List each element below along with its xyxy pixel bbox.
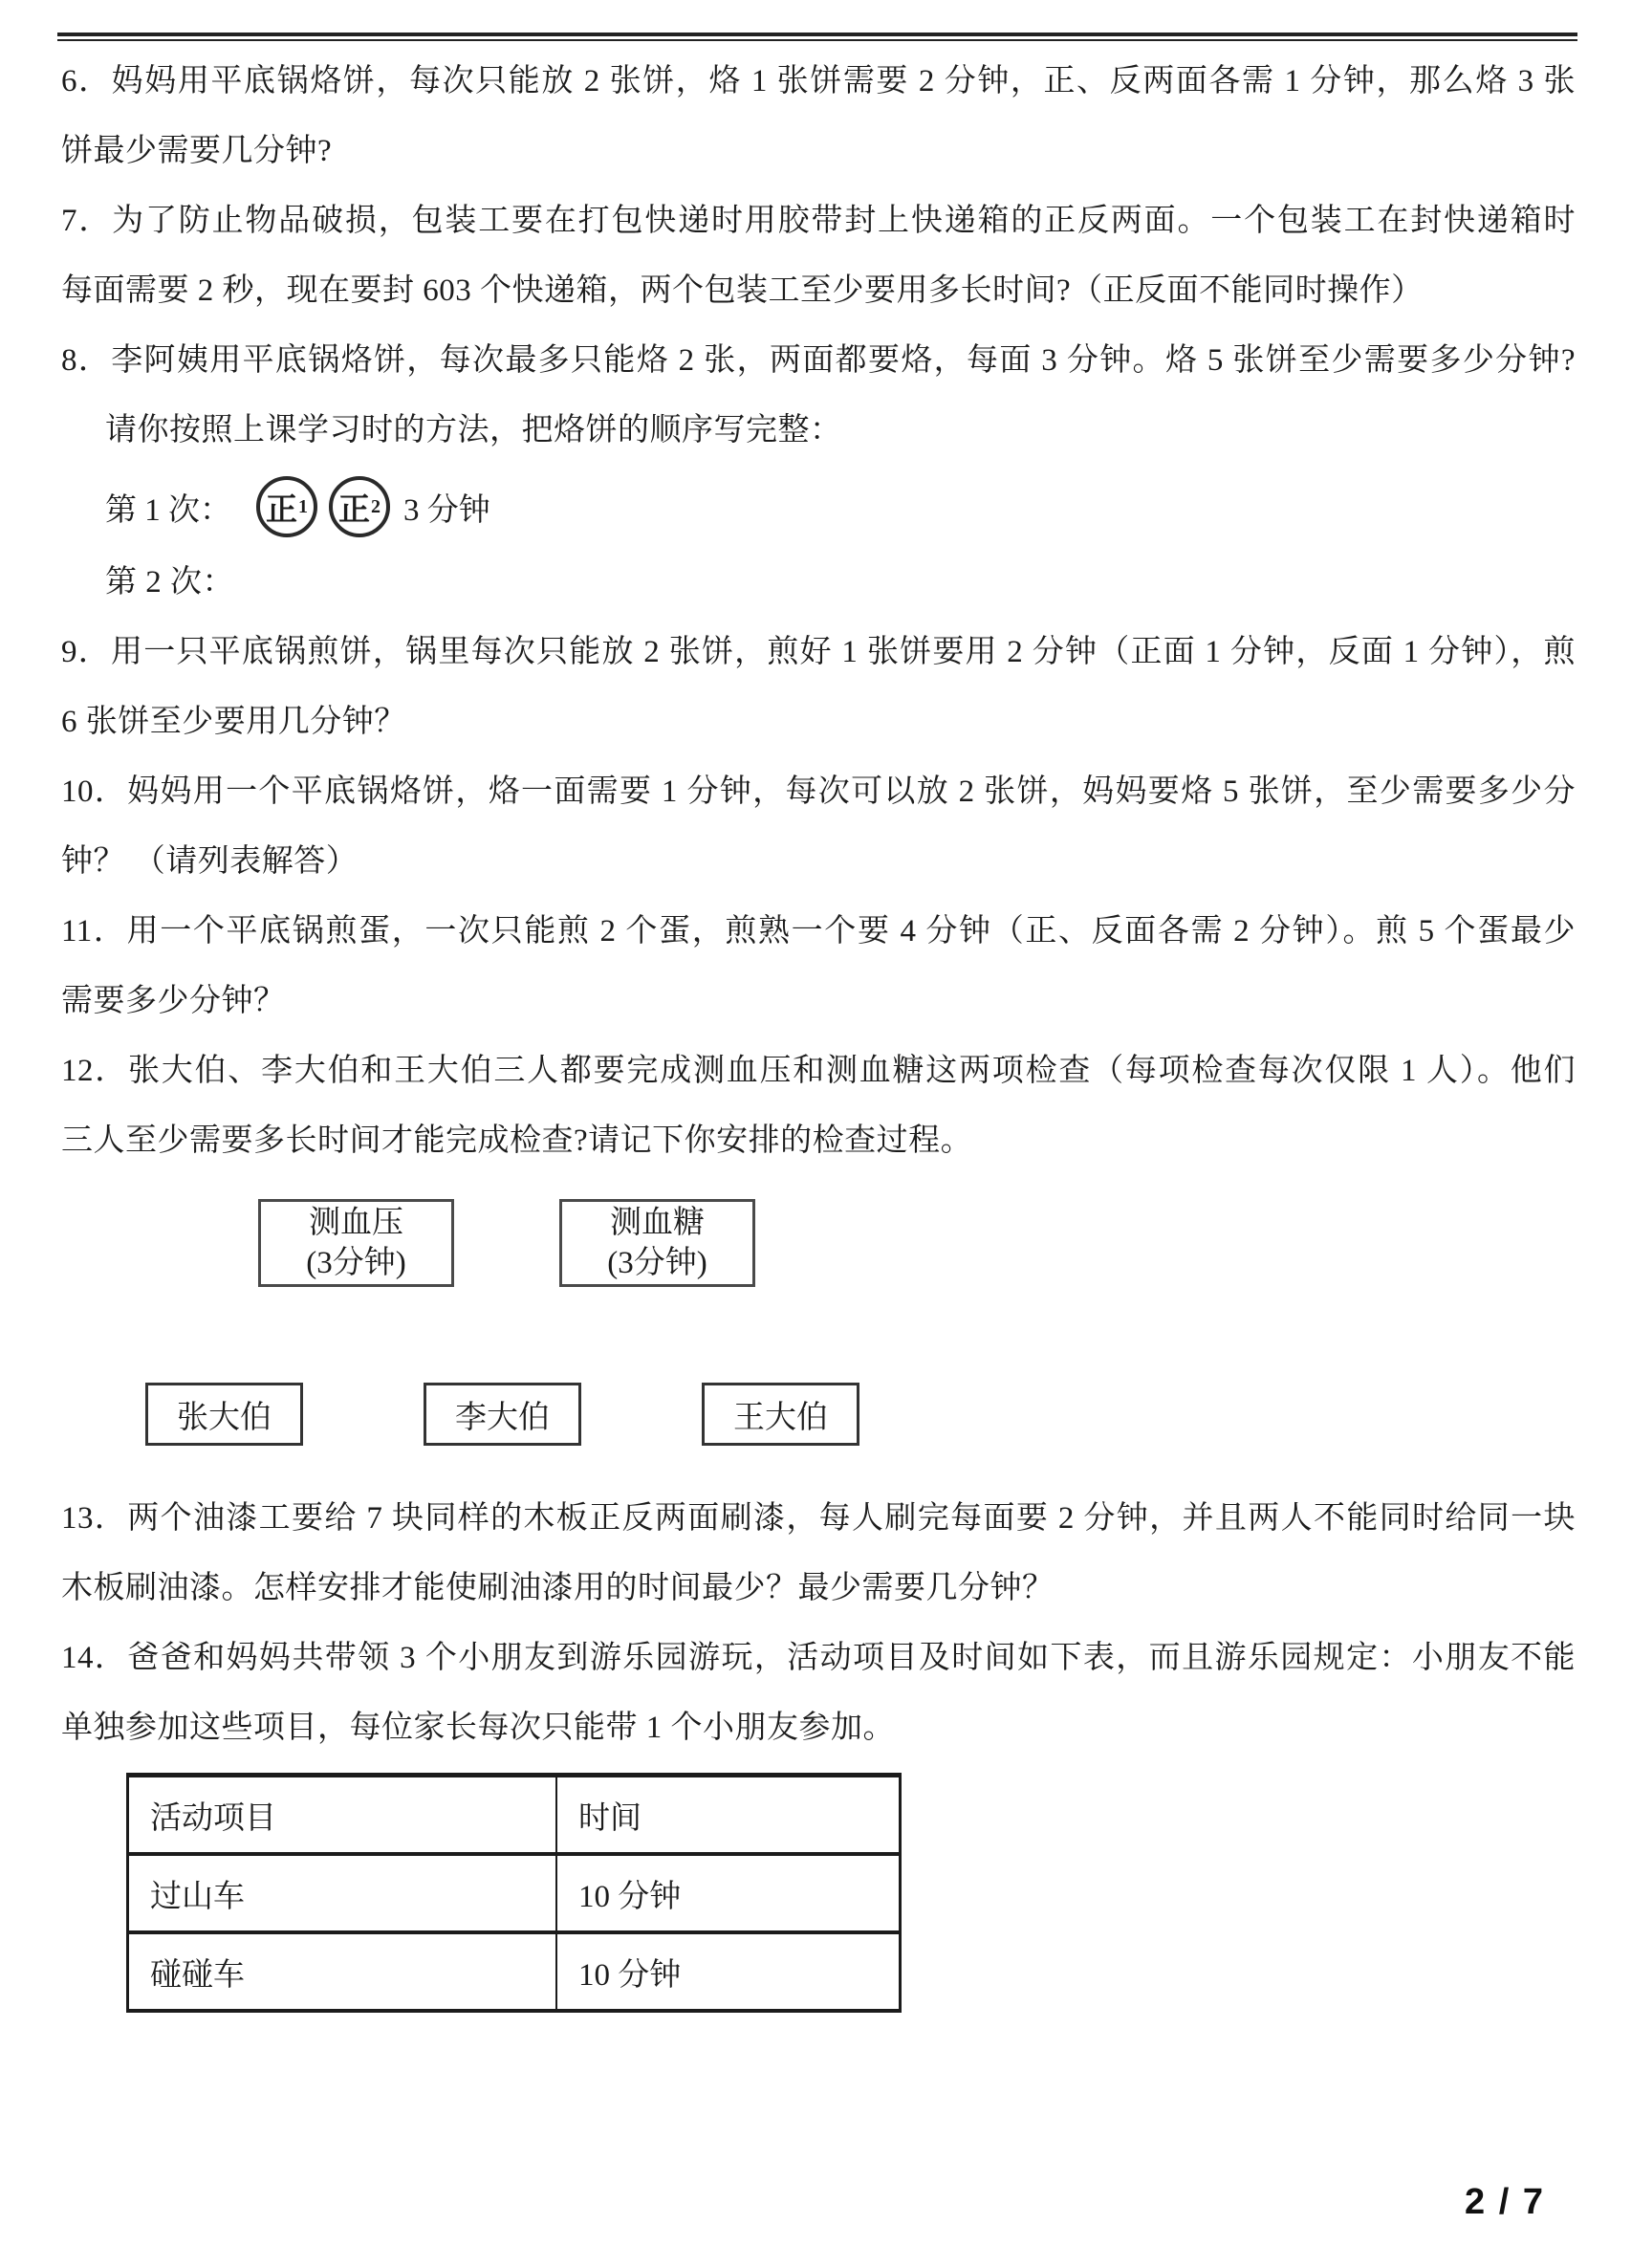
question-12-line-2: 三人至少需要多长时间才能完成检查?请记下你安排的检查过程。 bbox=[61, 1123, 973, 1158]
table-row bbox=[128, 1854, 901, 1932]
cake-front-1-number: 1 bbox=[298, 495, 308, 517]
question-6-line-1: 6．妈妈用平底锅烙饼，每次只能放 2 张饼，烙 1 张饼需要 2 分钟，正、反两面各需 1 分钟，那么烙 3 张 bbox=[61, 64, 1576, 98]
page-indicator: 2 / 7 bbox=[1465, 2182, 1545, 2222]
cell-time-rollercoaster: 10 分钟 bbox=[556, 1854, 901, 1932]
people-row bbox=[145, 1383, 1576, 1446]
header-rule bbox=[57, 33, 1577, 41]
attempt-1-label: 第 1 次： bbox=[105, 492, 231, 528]
cake-front-2-icon bbox=[329, 476, 390, 537]
cake-front-1-icon bbox=[256, 476, 317, 537]
blood-pressure-label: 测血压 bbox=[309, 1206, 403, 1240]
activity-time-table bbox=[126, 1773, 902, 2013]
check-process-diagram bbox=[61, 1199, 1576, 1446]
person-box-li: 李大伯 bbox=[424, 1383, 581, 1446]
question-10-line-2: 钟？ （请列表解答） bbox=[61, 844, 359, 879]
question-8-line-1: 8．李阿姨用平底锅烙饼，每次最多只能烙 2 张，两面都要烙，每面 3 分钟。烙 5 张饼至少需要多少分钟? bbox=[61, 343, 1576, 378]
question-6-line-2: 饼最少需要几分钟? bbox=[61, 134, 333, 168]
cell-activity-bumpercar: 碰碰车 bbox=[128, 1932, 557, 2011]
question-13-line-2: 木板刷油漆。怎样安排才能使刷油漆用的时间最少？最少需要几分钟？ bbox=[61, 1571, 1055, 1605]
question-11-line-1: 11．用一个平底锅煎蛋，一次只能煎 2 个蛋，煎熟一个要 4 分钟（正、反面各需 2 分钟）。煎 5 个蛋最少 bbox=[61, 914, 1576, 949]
blood-sugar-box bbox=[559, 1199, 755, 1287]
blood-pressure-time: (3分钟) bbox=[306, 1246, 406, 1280]
check-items-row bbox=[258, 1199, 1576, 1287]
question-8-attempt-2-row: 第 2 次： bbox=[105, 565, 234, 600]
header-activity: 活动项目 bbox=[128, 1776, 557, 1855]
worksheet-page bbox=[0, 33, 1631, 2268]
table-header-row bbox=[128, 1776, 901, 1855]
question-8-line-2: 请你按照上课学习时的方法，把烙饼的顺序写完整： bbox=[105, 413, 842, 447]
worksheet-content bbox=[0, 41, 1631, 2013]
blood-pressure-box bbox=[258, 1199, 454, 1287]
question-10-line-1: 10．妈妈用一个平底锅烙饼，烙一面需要 1 分钟，每次可以放 2 张饼，妈妈要烙 5 张饼，至少需要多少分 bbox=[61, 774, 1576, 809]
cake-front-2-char: 正 bbox=[338, 492, 370, 528]
attempt-1-time: 3 分钟 bbox=[403, 492, 490, 528]
question-14-line-1: 14．爸爸和妈妈共带领 3 个小朋友到游乐园游玩，活动项目及时间如下表，而且游乐园规定：小朋友不能 bbox=[61, 1641, 1576, 1675]
cake-front-1-char: 正 bbox=[266, 492, 297, 528]
table-row bbox=[128, 1932, 901, 2011]
header-time: 时间 bbox=[556, 1776, 901, 1855]
person-box-zhang: 张大伯 bbox=[145, 1383, 303, 1446]
question-8-attempt-1-row bbox=[61, 466, 1576, 548]
question-14-line-2: 单独参加这些项目，每位家长每次只能带 1 个小朋友参加。 bbox=[61, 1711, 895, 1745]
question-7-line-1: 7．为了防止物品破损，包装工要在打包快递时用胶带封上快递箱的正反两面。一个包装工在封快递箱时 bbox=[61, 204, 1576, 238]
question-11-line-2: 需要多少分钟？ bbox=[61, 984, 286, 1018]
question-13-line-1: 13．两个油漆工要给 7 块同样的木板正反两面刷漆，每人刷完每面要 2 分钟，并且两人不能同时给同一块 bbox=[61, 1501, 1576, 1536]
person-box-wang: 王大伯 bbox=[702, 1383, 859, 1446]
question-7-line-2: 每面需要 2 秒，现在要封 603 个快递箱，两个包装工至少要用多长时间?（正反面不能同时操作） bbox=[61, 273, 1424, 308]
question-12-line-1: 12．张大伯、李大伯和王大伯三人都要完成测血压和测血糖这两项检查（每项检查每次仅限 1 人）。他们 bbox=[61, 1054, 1576, 1088]
blood-sugar-label: 测血糖 bbox=[610, 1206, 705, 1240]
question-9-line-2: 6 张饼至少要用几分钟？ bbox=[61, 705, 406, 739]
cell-time-bumpercar: 10 分钟 bbox=[556, 1932, 901, 2011]
question-9-line-1: 9．用一只平底锅煎饼，锅里每次只能放 2 张饼，煎好 1 张饼要用 2 分钟（正面 1 分钟，反面 1 分钟），煎 bbox=[61, 635, 1576, 669]
cell-activity-rollercoaster: 过山车 bbox=[128, 1854, 557, 1932]
blood-sugar-time: (3分钟) bbox=[607, 1246, 707, 1280]
cake-front-2-number: 2 bbox=[371, 495, 381, 517]
